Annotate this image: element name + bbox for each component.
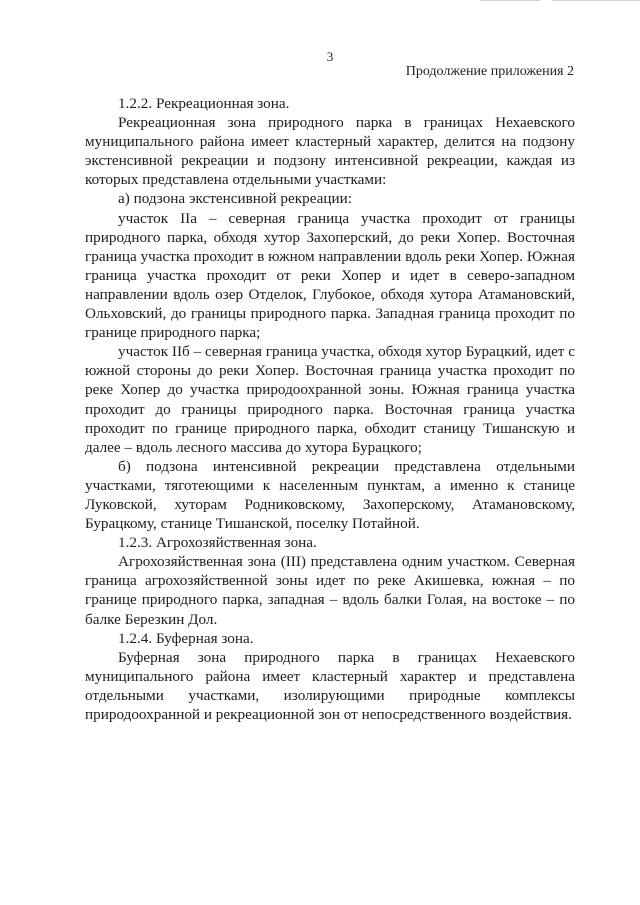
paragraph-subzone-intensive: б) подзона интенсивной рекреации представлена отдельными участками, тяготеющими к населенным пунктам, а именно к станице Луковской, хуторам Родниковскому, Захоперскому, Атамановскому, Бурацкому, станице Тишанской, поселку Потайной. (85, 457, 575, 533)
document-body (85, 94, 575, 724)
subzone-extensive-heading: а) подзона экстенсивной рекреации: (118, 190, 352, 208)
section-heading-agro-zone: 1.2.3. Агрохозяйственная зона. (118, 534, 317, 552)
paragraph-recreational-intro: Рекреационная зона природного парка в границах Нехаевского муниципального района имеет кластерный характер, делится на подзону экстенсивной рекреации и подзону интенсивной рекреации, каждая из которых представлена отдельными участками: (85, 114, 575, 189)
section-heading-buffer-zone: 1.2.4. Буферная зона. (118, 629, 254, 647)
section-heading-recreational-zone: 1.2.2. Рекреационная зона. (118, 95, 290, 112)
appendix-continuation-note: Продолжение приложения 2 (405, 64, 574, 79)
paragraph-agro-zone: Агрохозяйственная зона (III) представлена одним участком. Северная граница агрохозяйственной зоны идет по реке Акишевка, южная – по границе природного парка, западная – вдоль балки Голая, на востоке – по балке Березкин Дол. (85, 553, 575, 628)
paragraph-buffer-zone: Буферная зона природного парка в границах Нехаевского муниципального района имеет кластерный характер и представлена отдельными участками, изолирующими природные комплексы природоохранной и рекреационной зон от непосредственного воздействия. (85, 648, 575, 723)
page-number: 3 (326, 49, 334, 64)
paragraph-plot-2a: участок IIа – северная граница участка проходит от границы природного парка, обходя хутор Захоперский, до реки Хопер. Восточная граница участка проходит в южном направлении вдоль реки Хопер. Южная граница участка проходит от реки Хопер и идет в северо-западном направлении вдоль озер Отделок, Глубокое, обходя хутора Атамановский, Ольховский, до границы природного парка. Западная граница проходит по границе природного парка; (85, 209, 575, 342)
scan-edge-mark (552, 0, 640, 1)
paragraph-plot-2b: участок IIб – северная граница участка, обходя хутор Бурацкий, идет с южной стороны до реки Хопер. Восточная граница участка проходит по реке Хопер до участка природоохранной зоны. Южная граница участка проходит до границы природного парка. Восточная граница участка проходит по границе природного парка, обходит станицу Тишанскую и далее – вдоль лесного массива до хутора Бурацкого; (85, 343, 575, 456)
scan-edge-mark (480, 0, 540, 1)
